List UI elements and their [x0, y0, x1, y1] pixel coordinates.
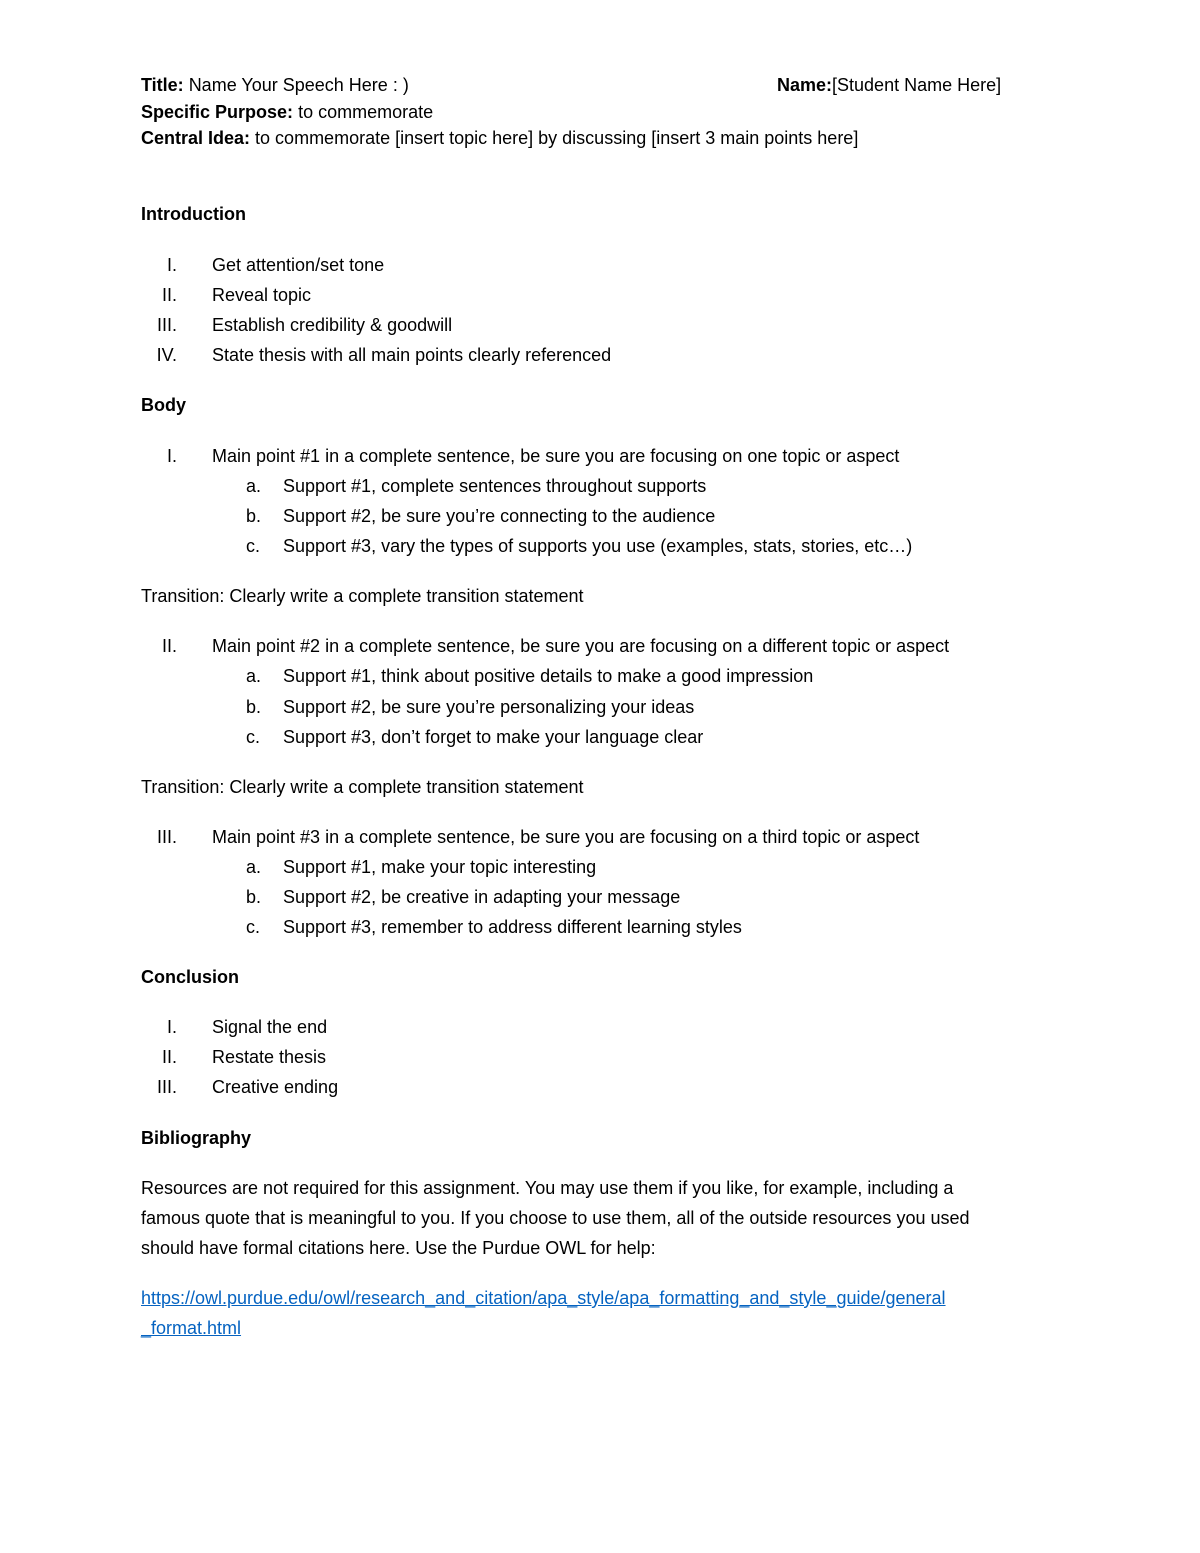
support-letter: c. [246, 917, 261, 937]
intro-item-text: Reveal topic [212, 285, 312, 305]
conclusion-heading: Conclusion [141, 967, 239, 987]
introduction-heading: Introduction [141, 204, 246, 224]
support-text: Support #2, be creative in adapting your message [283, 887, 681, 907]
support-letter: a. [246, 857, 262, 877]
name-line [777, 74, 1001, 96]
support-text: Support #3, don’t forget to make your language clear [283, 727, 704, 747]
support-text: Support #3, vary the types of supports you use (examples, stats, stories, etc…) [283, 536, 913, 556]
paragraph-line: famous quote that is meaningful to you. If you choose to use them, all of the outside resources you used [141, 1208, 970, 1228]
main-point-text: Main point #3 in a complete sentence, be sure you are focusing on a third topic or aspect [212, 827, 920, 847]
transition-statement: Transition: Clearly write a complete transition statement [141, 777, 584, 797]
bibliography-paragraph [141, 1173, 1071, 1263]
main-point-text: Main point #2 in a complete sentence, be sure you are focusing on a different topic or aspect [212, 636, 950, 656]
conclusion-item-text: Restate thesis [212, 1047, 327, 1067]
support-letter: b. [246, 887, 262, 907]
title-value: Name Your Speech Here : ) [188, 75, 409, 95]
support-text: Support #3, remember to address different learning styles [283, 917, 742, 937]
body-heading: Body [141, 395, 186, 415]
conclusion-item-number: III. [156, 1077, 177, 1097]
support-text: Support #2, be sure you’re personalizing your ideas [283, 697, 695, 717]
paragraph-line: should have formal citations here. Use the Purdue OWL for help: [141, 1238, 656, 1258]
title-line [141, 74, 409, 96]
purdue-owl-link-block[interactable] [141, 1283, 1071, 1343]
support-letter: c. [246, 727, 261, 747]
main-point-number: I. [166, 446, 177, 466]
bibliography-heading: Bibliography [141, 1128, 252, 1148]
conclusion-item-text: Creative ending [212, 1077, 339, 1097]
intro-item-text: State thesis with all main points clearly referenced [212, 345, 612, 365]
central-idea-line [141, 127, 858, 149]
conclusion-item-number: II. [161, 1047, 177, 1067]
name-label: Name: [777, 75, 833, 95]
intro-item-number: I. [166, 255, 177, 275]
purdue-owl-link-line[interactable]: _format.html [141, 1318, 242, 1338]
intro-item-number: IV. [156, 345, 177, 365]
intro-item-number: III. [156, 315, 177, 335]
support-letter: b. [246, 697, 262, 717]
purpose-value: to commemorate [298, 102, 434, 122]
conclusion-item-text: Signal the end [212, 1017, 328, 1037]
title-label: Title: [141, 75, 184, 95]
support-text: Support #1, think about positive details to make a good impression [283, 666, 814, 686]
conclusion-item-number: I. [166, 1017, 177, 1037]
intro-item-number: II. [161, 285, 177, 305]
support-text: Support #1, complete sentences throughout supports [283, 476, 707, 496]
support-text: Support #2, be sure you’re connecting to the audience [283, 506, 716, 526]
name-value: [Student Name Here] [832, 75, 1002, 95]
support-text: Support #1, make your topic interesting [283, 857, 597, 877]
support-letter: b. [246, 506, 262, 526]
central-idea-label: Central Idea: [141, 128, 251, 148]
transition-statement: Transition: Clearly write a complete transition statement [141, 586, 584, 606]
purpose-line [141, 101, 433, 123]
support-letter: c. [246, 536, 261, 556]
intro-item-text: Get attention/set tone [212, 255, 385, 275]
main-point-text: Main point #1 in a complete sentence, be sure you are focusing on one topic or aspect [212, 446, 900, 466]
paragraph-line: Resources are not required for this assignment. You may use them if you like, for example, including a [141, 1178, 954, 1198]
support-letter: a. [246, 476, 262, 496]
intro-item-text: Establish credibility & goodwill [212, 315, 453, 335]
purdue-owl-link-line[interactable]: https://owl.purdue.edu/owl/research_and_citation/apa_style/apa_formatting_and_style_guide/general [141, 1288, 946, 1308]
main-point-number: III. [156, 827, 177, 847]
main-point-number: II. [161, 636, 177, 656]
purpose-label: Specific Purpose: [141, 102, 294, 122]
support-letter: a. [246, 666, 262, 686]
central-idea-value: to commemorate [insert topic here] by discussing [insert 3 main points here] [255, 128, 859, 148]
